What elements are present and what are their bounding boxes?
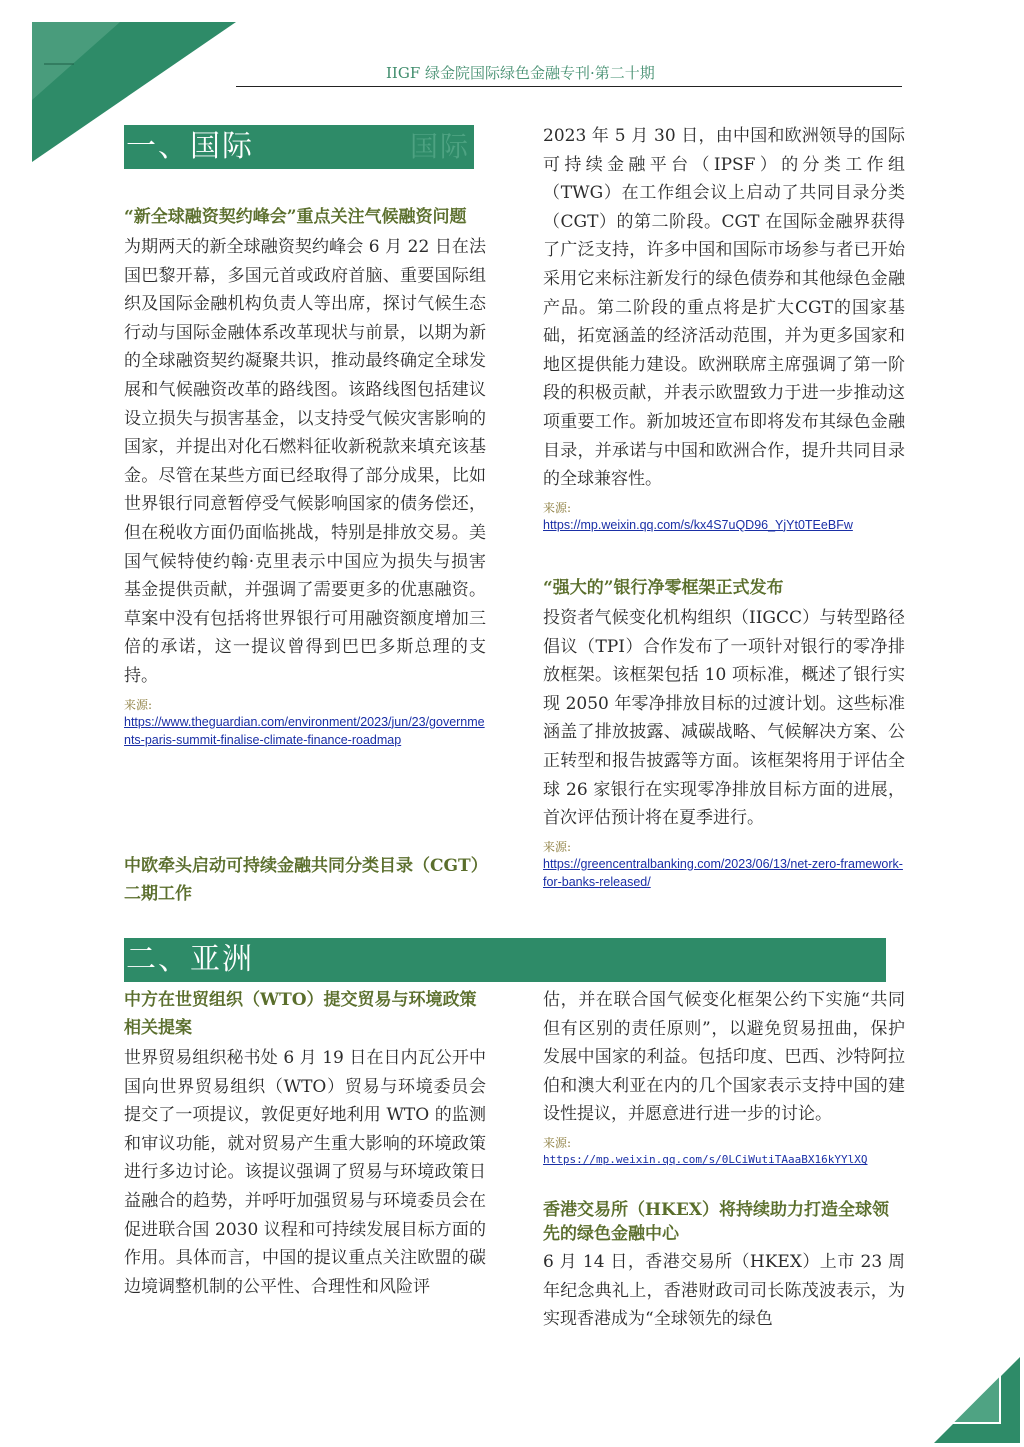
source-label: 来源: xyxy=(543,1135,572,1150)
article-cgt-header xyxy=(124,852,486,908)
article-body: 估，并在联合国气候变化框架公约下实施“共同但有区别的责任原则”，以避免贸易扭曲，保护发展中国家的利益。包括印度、巴西、沙特阿拉伯和澳大利亚在内的几个国家表示支持中国的建设性提议，并愿意进行进一步的讨论。 xyxy=(543,990,905,1125)
article-body: 投资者气候变化机构组织（IIGCC）与转型路径倡议（TPI）合作发布了一项针对银行的零净排放框架。该框架包括 10 项标准，概述了银行实现 2050 年零净排放目标的过渡计划。这些标准涵盖了排放披露、减碳战略、气候解决方案、公正转型和报告披露等方面。该框架将用于评估全球 26 家银行在实现零净排放目标方面的进展，首次评估预计将在夏季进行。 xyxy=(543,608,905,829)
article-net-zero xyxy=(543,574,905,891)
article-title: 中方在世贸组织（WTO）提交贸易与环境政策相关提案 xyxy=(124,990,477,1038)
article-body: 2023 年 5 月 30 日，由中国和欧洲领导的国际可持续金融平台（IPSF）的分类工作组（TWG）在工作组会议上启动了共同目录分类（CGT）的第二阶段。CGT 在国际金融界获得了广泛支持，许多中国和国际市场参与者已开始采用它来标注新发行的绿色债券和其他绿色金融产品。第二阶段的重点将是扩大CGT的国家基础，拓宽涵盖的经济活动范围，并为更多国家和地区提供能力建设。欧洲联席主席强调了第一阶段的积极贡献，并表示欧盟致力于进一步推动这项重要工作。新加坡还宣布即将发布其绿色金融目录，并承诺与中国和欧洲合作，提升共同目录的全球兼容性。 xyxy=(543,126,905,490)
section-title-asia xyxy=(124,938,886,982)
article-title: “新全球融资契约峰会”重点关注气候融资问题 xyxy=(124,207,467,227)
section-title-international xyxy=(124,125,474,169)
source-link[interactable]: https://greencentralbanking.com/2023/06/13/net-zero-framework-for-banks-released/ xyxy=(543,856,903,889)
article-body: 6 月 14 日，香港交易所（HKEX）上市 23 周年纪念典礼上，香港财政司司长陈茂波表示，为实现香港成为“全球领先的绿色 xyxy=(543,1252,905,1330)
article-hkex xyxy=(543,1198,905,1334)
article-wto-continued xyxy=(543,986,905,1169)
source-link[interactable]: https://mp.weixin.qq.com/s/0LCiWutiTAaaBX16kYYlXQ xyxy=(543,1152,868,1166)
journal-header-title: IIGF 绿金院国际绿色金融专刊·第二十期 xyxy=(386,64,655,82)
article-title: 中欧牵头启动可持续金融共同分类目录（CGT）二期工作 xyxy=(124,856,480,904)
section-title-international-ghost: 国际 xyxy=(409,130,470,163)
article-cgt xyxy=(543,122,905,534)
corner-decoration-bottom xyxy=(934,1357,1024,1447)
source-label: 来源: xyxy=(543,500,572,515)
source-link[interactable]: https://www.theguardian.com/environment/2023/jun/23/governments-paris-summit-finalise-climate-finance-roadmap xyxy=(124,714,485,747)
article-wto xyxy=(124,986,486,1301)
article-title: “强大的”银行净零框架正式发布 xyxy=(543,578,784,598)
header-divider xyxy=(236,86,902,87)
article-body: 世界贸易组织秘书处 6 月 19 日在日内瓦公开中国向世界贸易组织（WTO）贸易与环境委员会提交了一项提议，敦促更好地利用 WTO 的监测和审议功能，就对贸易产生重大影响的环境政策进行多边讨论。该提议强调了贸易与环境政策日益融合的趋势，并呼吁加强贸易与环境委员会在促进联合国 2030 议程和可持续发展目标方面的作用。具体而言，中国的提议重点关注欧盟的碳边境调整机制的公平性、合理性和风险评 xyxy=(124,1048,486,1297)
section-title-asia-text: 二、亚洲 xyxy=(126,942,254,977)
article-summit xyxy=(124,203,486,749)
source-label: 来源: xyxy=(124,697,153,712)
source-label: 来源: xyxy=(543,839,572,854)
article-body: 为期两天的新全球融资契约峰会 6 月 22 日在法国巴黎开幕，多国元首或政府首脑、重要国际组织及国际金融机构负责人等出席，探讨气候生态行动与国际金融体系改革现状与前景，以期为新的全球融资契约凝聚共识，推动最终确定全球发展和气候融资改革的路线图。该路线图包括建议设立损失与损害基金，以支持受气候灾害影响的国家，并提出对化石燃料征收新税款来填充该基金。尽管在某些方面已经取得了部分成果，比如世界银行同意暂停受气候影响国家的债务偿还，但在税收方面仍面临挑战，特别是排放交易。美国气候特使约翰·克里表示中国应为损失与损害基金提供贡献，并强调了需要更多的优惠融资。草案中没有包括将世界银行可用融资额度增加三倍的承诺，这一提议曾得到巴巴多斯总理的支持。 xyxy=(124,237,486,686)
article-title: 香港交易所（HKEX）将持续助力打造全球领先的绿色金融中心 xyxy=(543,1200,889,1244)
source-link[interactable]: https://mp.weixin.qq.com/s/kx4S7uQD96_YjYt0TEeBFw xyxy=(543,517,853,532)
section-title-international-text: 一、国际 xyxy=(126,129,254,164)
